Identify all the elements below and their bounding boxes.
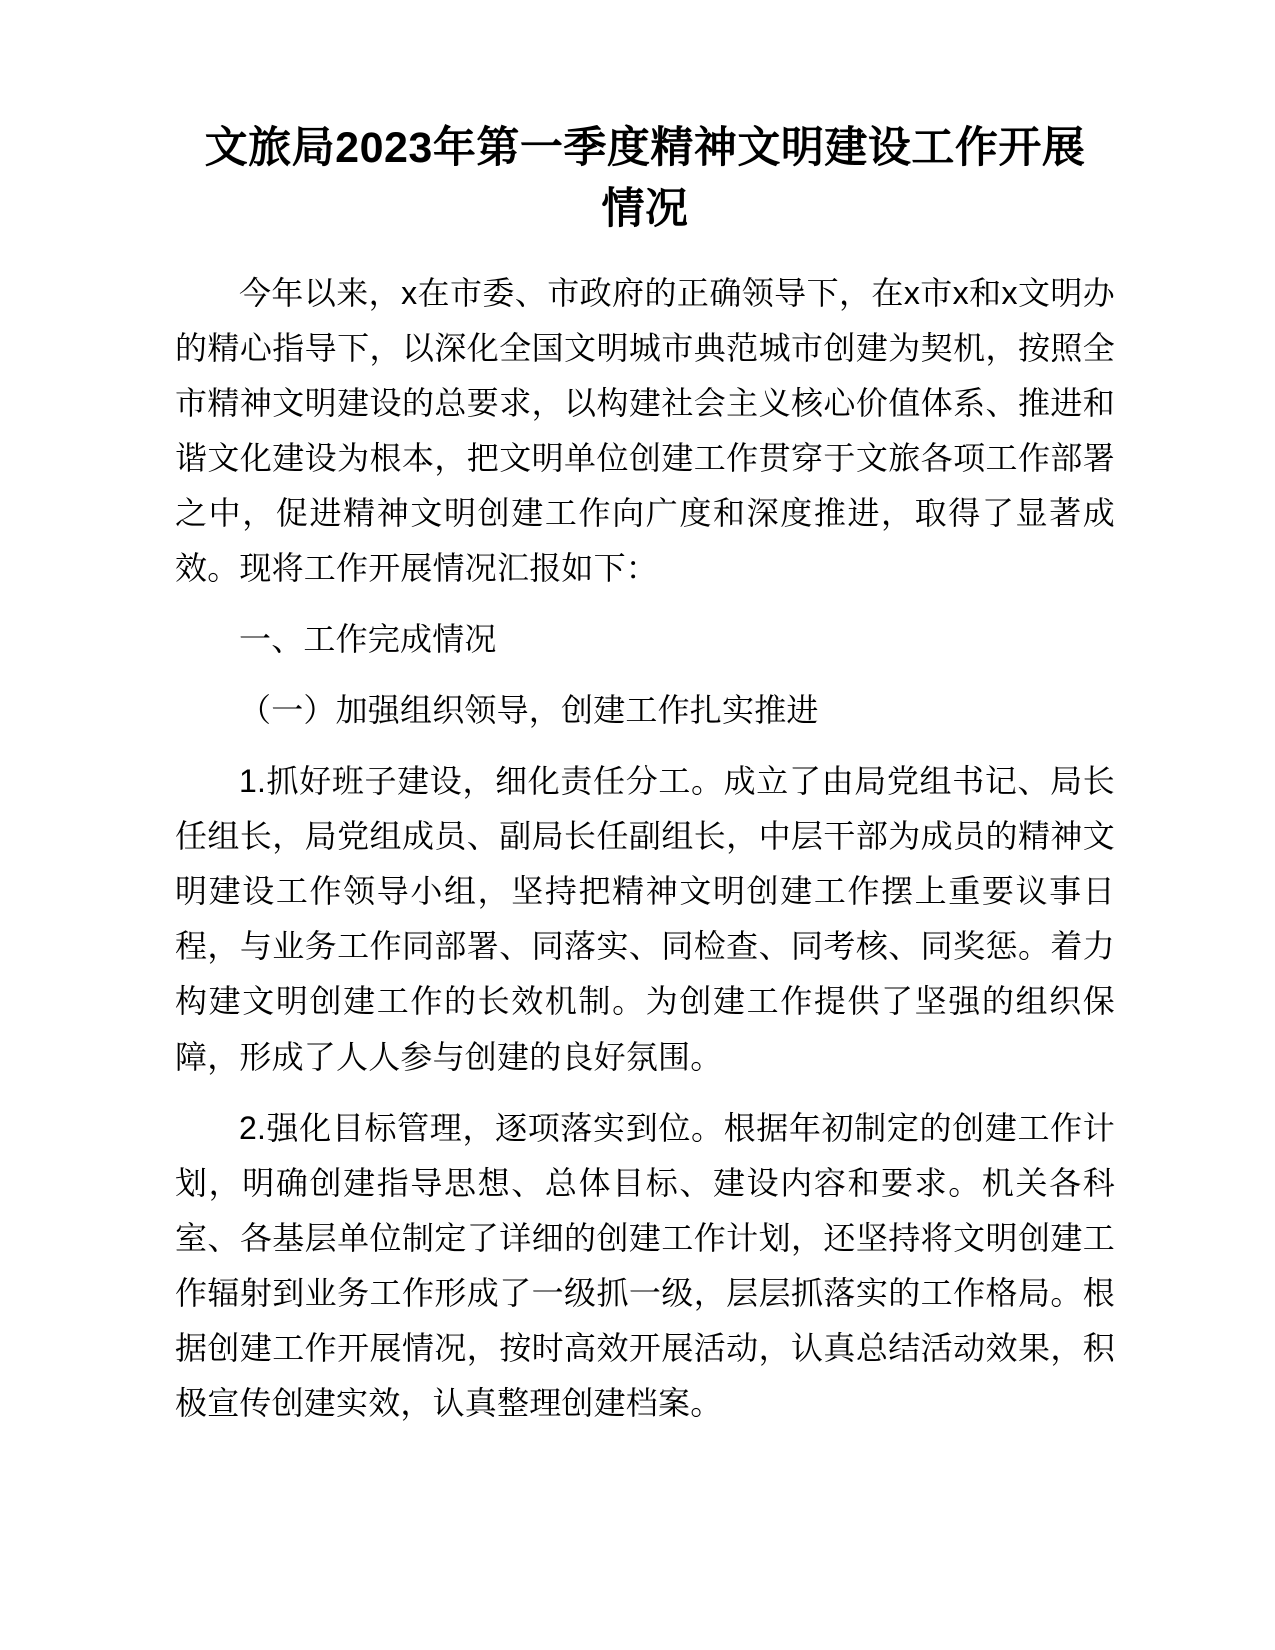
page-title: 文旅局2023年第一季度精神文明建设工作开展情况: [204, 124, 1086, 234]
paragraph-item-1: 1.抓好班子建设，细化责任分工。成立了由局党组书记、局长任组长，局党组成员、副局长任副组长，中层干部为成员的精神文明建设工作领导小组，坚持把精神文明创建工作摆上重要议事日程，与业务工作同部署、同落实、同检查、同考核、同奖惩。着力构建文明创建工作的长效机制。为创建工作提供了坚强的组织保障，形成了人人参与创建的良好氛围。: [175, 763, 1115, 1075]
section-heading-1: 一、工作完成情况: [239, 621, 497, 658]
paragraph-item-2: 2.强化目标管理，逐项落实到位。根据年初制定的创建工作计划，明确创建指导思想、总体目标、建设内容和要求。机关各科室、各基层单位制定了详细的创建工作计划，还坚持将文明创建工作辐射到业务工作形成了一级抓一级，层层抓落实的工作格局。根据创建工作开展情况，按时高效开展活动，认真总结活动效果，积极宣传创建实效，认真整理创建档案。: [175, 1109, 1115, 1421]
subsection-heading-1: （一）加强组织领导，创建工作扎实推进: [239, 692, 819, 729]
paragraph-intro: 今年以来，x在市委、市政府的正确领导下，在x市x和x文明办的精心指导下，以深化全国文明城市典范城市创建为契机，按照全市精神文明建设的总要求，以构建社会主义核心价值体系、推进和谐文化建设为根本，把文明单位创建工作贯穿于文旅各项工作部署之中，促进精神文明创建工作向广度和深度推进，取得了显著成效。现将工作开展情况汇报如下：: [175, 275, 1115, 587]
